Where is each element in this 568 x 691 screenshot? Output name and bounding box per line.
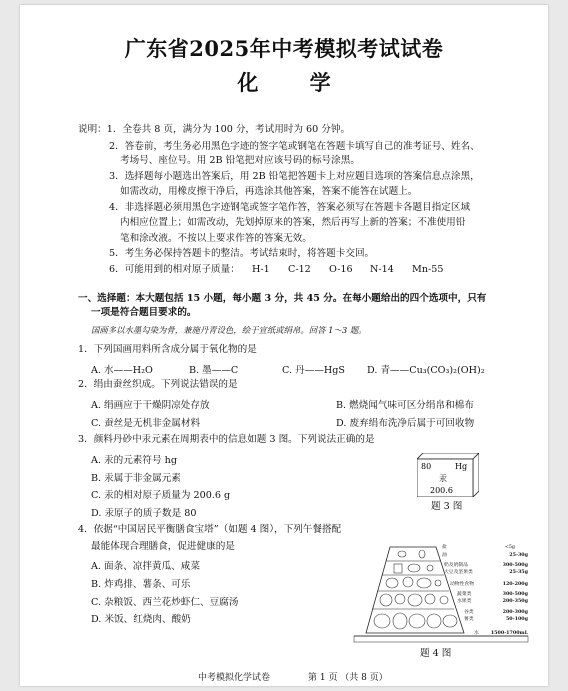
pyr-amount-soy: 25-35g — [509, 569, 528, 575]
pyr-amount-salt: <5g — [504, 545, 515, 550]
q4-stem: 4．依据“中国居民平衡膳食宝塔”（如题 4 图），下列午餐搭配 — [78, 524, 342, 535]
q4-caption: 题 4 图 — [420, 648, 452, 659]
atomic-mass-c: C-12 — [288, 264, 311, 275]
pyr-label-fruit: 水果类 — [457, 599, 472, 604]
instruction-4: 4．非选择题必须用黑色字迹钢笔或签字笔作答，答案必须写在答题卡各题目指定区域 — [109, 202, 471, 213]
exam-subject: 化 学 — [237, 70, 353, 95]
pyr-label-water: 水 — [474, 631, 479, 636]
instruction-4b: 内相应位置上；如需改动，先划掉原来的答案，然后再写上新的答案；不准使用铅 — [120, 217, 466, 228]
atomic-mass-n: N-14 — [370, 264, 394, 275]
element-number: 80 — [421, 462, 432, 471]
q3-option-a: A. 汞的元素符号 hg — [91, 455, 177, 466]
instruction-1: 说明：1．全卷共 8 页，满分为 100 分，考试用时为 60 分钟。 — [78, 124, 351, 135]
q2-option-b: B. 燃烧闻气味可区分绢帛和棉布 — [336, 400, 474, 411]
instruction-4c: 笔和涂改液。不按以上要求作答的答案无效。 — [120, 233, 312, 244]
atomic-mass-o: O-16 — [329, 264, 353, 275]
q1-option-c: C. 丹——HgS — [282, 365, 345, 376]
poem-intro: 国画多以水墨勾染为骨，兼施丹青设色，绘于宣纸或绢帛。回答 1～3 题。 — [91, 325, 367, 335]
q4-option-b: B. 炸鸡排、薯条、可乐 — [91, 579, 191, 590]
instruction-2b: 考场号、座位号。用 2B 铅笔把对应该号码的标号涂黑。 — [120, 155, 360, 166]
element-symbol: Hg — [455, 462, 468, 471]
pyr-amount-veg: 300-500g — [502, 591, 528, 597]
q4-option-a: A. 面条、凉拌黄瓜、咸菜 — [91, 561, 200, 572]
pyr-label-veg: 蔬菜类 — [457, 592, 472, 597]
pyr-label-oil: 油 — [442, 553, 447, 558]
q3-option-c: C. 汞的相对原子质量为 200.6 g — [91, 490, 231, 501]
pyr-amount-grain: 200-300g — [502, 609, 528, 615]
pyr-amount-oil: 25-30g — [509, 552, 528, 558]
pyr-label-dairy: 奶及奶制品 — [444, 563, 468, 568]
q1-option-a: A. 水——H₂O — [91, 365, 153, 376]
footer-page-number: 第 1 页 （共 8 页） — [308, 673, 388, 683]
q1-option-d: D. 青——Cu₃(CO₃)₂(OH)₂ — [367, 365, 485, 376]
q1-option-b: B. 墨——C — [189, 365, 239, 376]
q3-option-d: D. 汞原子的质子数是 80 — [91, 508, 197, 519]
footer-title: 中考模拟化学试卷 — [198, 673, 271, 683]
section1-heading-2: 一项是符合题目要求的。 — [91, 307, 197, 318]
q1-stem: 1．下列国画用料所含成分属于氧化物的是 — [78, 344, 257, 355]
q4-stem-2: 最能体现合理膳食，促进健康的是 — [91, 541, 235, 552]
food-pyramid — [352, 541, 532, 644]
q4-option-c: C. 杂粮饭、西兰花炒虾仁、豆腐汤 — [91, 597, 239, 608]
pyr-label-salt: 盐 — [442, 545, 447, 550]
q2-option-c: C. 蚕丝是无机非金属材料 — [91, 418, 201, 429]
pyr-amount-dairy: 300-500g — [502, 562, 528, 568]
q2-stem: 2．绢由蚕丝织成。下列说法错误的是 — [78, 379, 238, 390]
q4-option-d: D. 米饭、红烧肉、酸奶 — [91, 614, 191, 625]
q3-caption: 题 3 图 — [431, 501, 463, 512]
atomic-mass-label: 6．可能用到的相对原子质量： — [109, 264, 240, 275]
element-card — [417, 453, 479, 497]
element-mass: 200.6 — [430, 486, 453, 495]
exam-page — [20, 5, 548, 686]
instruction-2: 2．答卷前，考生务必用黑色字迹的签字笔或钢笔在答题卡填写自己的准考证号、姓名、 — [109, 141, 480, 152]
atomic-mass-h: H-1 — [252, 264, 270, 275]
pyr-label-soy: 大豆及坚果类 — [444, 570, 473, 575]
q3-option-b: B. 汞属于非金属元素 — [91, 473, 181, 484]
instruction-3: 3．选择题每小题选出答案后，用 2B 铅笔把答题卡上对应题目选项的答案信息点涂黑， — [109, 171, 480, 182]
exam-title: 广东省2025年中考模拟考试试卷 — [124, 36, 444, 61]
pyr-label-grain: 谷类 — [464, 610, 474, 615]
q2-option-d: D. 废弃绢布洗净后属于可回收物 — [336, 418, 475, 429]
pyr-amount-animal: 120-200g — [502, 581, 528, 587]
q3-stem: 3．颜料丹砂中汞元素在周期表中的信息如题 3 图。下列说法正确的是 — [78, 434, 375, 445]
pyr-amount-tuber: 50-100g — [505, 616, 528, 622]
atomic-mass-mn: Mn-55 — [412, 264, 444, 275]
pyr-label-animal: 动物性食物 — [450, 582, 474, 587]
pyr-amount-water: 1500-1700mL — [490, 630, 528, 636]
instruction-3b: 如需改动，用橡皮擦干净后，再选涂其他答案，答案不能答在试题上。 — [120, 186, 418, 197]
q2-option-a: A. 绢画应于干燥阴凉处存放 — [91, 400, 210, 411]
pyr-amount-fruit: 200-350g — [502, 598, 528, 604]
instruction-5: 5．考生务必保持答题卡的整洁。考试结束时，将答题卡交回。 — [109, 248, 375, 259]
section1-heading: 一、选择题：本大题包括 15 小题，每小题 3 分，共 45 分。在每小题给出的四个选项中，只有 — [78, 293, 487, 304]
element-name: 汞 — [439, 474, 447, 483]
pyr-label-tuber: 薯类 — [464, 617, 474, 622]
